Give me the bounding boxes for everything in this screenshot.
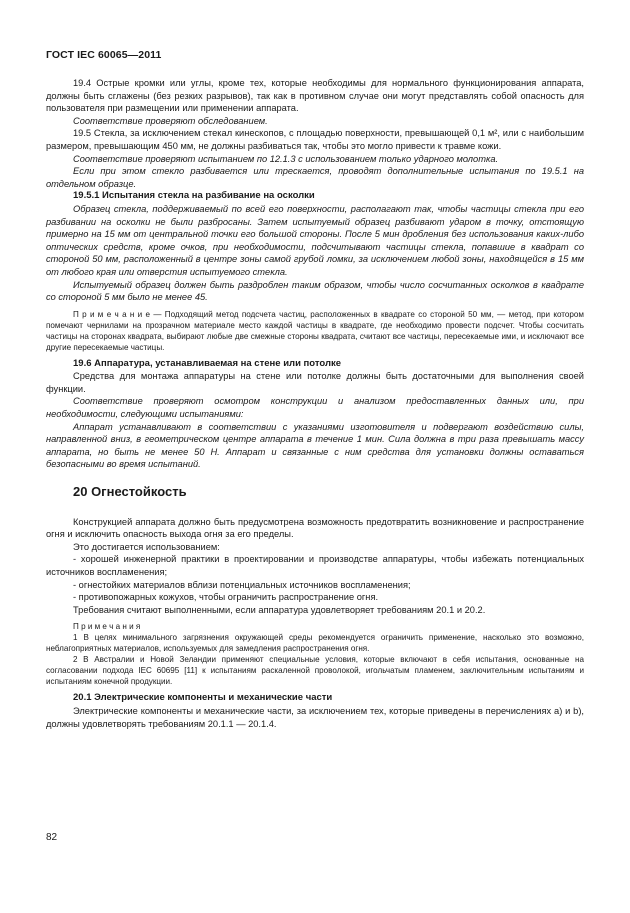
paragraph-20-f: Требования считают выполненными, если аппаратура удовлетворяет требованиям 20.1 и 20.2. xyxy=(73,604,486,615)
paragraph-19-5-1-b: Испытуемый образец должен быть раздроблен таким образом, чтобы число сосчитанных осколков в квадрате со стороной 5 мм было не менее 45. xyxy=(46,279,584,303)
paragraph-19-6-check: Соответствие проверяют осмотром конструкции и анализом предоставленных данных или, при необходимости, следующими испытаниями: xyxy=(46,396,584,420)
paragraph-19-4-check: Соответствие проверяют обследованием. xyxy=(73,115,268,126)
document-body xyxy=(46,77,584,730)
paragraph-20-d: - огнестойких материалов вблизи потенциальных источников воспламенения; xyxy=(73,579,411,590)
paragraph-20-1: Электрические компоненты и механические части, за исключением тех, которые приведены в перечислениях а) и b), должны удовлетворять требованиям 20.1.1 — 20.1.4. xyxy=(46,705,584,729)
heading-19-5-1: 19.5.1 Испытания стекла на разбивание на осколки xyxy=(73,190,315,202)
paragraph-19-5: 19.5 Стекла, за исключением стекал кинескопов, с площадью поверхности, превышающей 0,1 м², или с наибольшим размером, превышающим 450 мм, не должны разбиваться так, чтобы это могло привести к травме кожи. xyxy=(46,128,584,151)
paragraph-19-5-1-a: Образец стекла, поддерживаемый по всей его поверхности, располагают так, чтобы частицы стекла при его разбивании на осколки не были разбросаны. Затем испытуемый образец разбивают ударом в точку, отстоящую примерно на 15 мм от центральной точки его большой стороны. После 5 мин дробления без использования каких-либо оптических средств, кроме очков, при необходимости, подсчитывают частицы стекла, попавшие в квадрат со стороной 50 мм, расположенный в центре зоны самой грубой ломки, за исключением любой зоны, находящейся в 15 мм от любого края или отверстия испытуемого стекла. xyxy=(46,203,584,277)
paragraph-19-6-test: Аппарат устанавливают в соответствии с указаниями изготовителя и подвергают воздействию силы, направленной вниз, в геометрическом центре аппарата в течение 1 мин. Сила должна в три раза превышать массу аппарата, но быть не менее 50 Н. Аппарат и связанные с ним средства для установки должны оставаться безопасными во время испытаний. xyxy=(46,421,584,470)
paragraph-19-5-crack: Если при этом стекло разбивается или трескается, проводят дополнительные испытания по 19.5.1 на отдельном образце. xyxy=(46,166,584,189)
paragraph-19-6: Средства для монтажа аппаратуры на стене или потолке должны быть достаточными для выполнения своей функции. xyxy=(46,371,584,394)
paragraph-20-e: - противопожарных кожухов, чтобы ограничить распространение огня. xyxy=(73,592,379,603)
paragraph-20-b: Это достигается использованием: xyxy=(73,541,220,552)
note-20-1: 1 В целях минимального загрязнения окружающей среды рекомендуется ограничить применение, насколько это возможно, неблагоприятных материалов, используемых для замедления распространения огня. xyxy=(46,633,584,654)
paragraph-19-4: 19.4 Острые кромки или углы, кроме тех, которые необходимы для нормального функционирования аппарата, должны быть сглажены (без резких разрывов), так как в противном случае они могут представлять собой опасность для пользователя при размещении или применении аппарата. xyxy=(46,78,584,114)
heading-20-1: 20.1 Электрические компоненты и механические части xyxy=(73,692,333,704)
note-19 xyxy=(46,309,584,353)
paragraph-20-c: - хорошей инженерной практики в проектировании и производстве аппаратуры, чтобы избежать потенциальных источников воспламенения; xyxy=(46,554,584,577)
paragraph-19-5-check: Соответствие проверяют испытанием по 12.1.3 с использованием только ударного молотка. xyxy=(73,153,499,164)
notes-20-label: П р и м е ч а н и я xyxy=(73,622,141,632)
document-header: ГОСТ IEC 60065—2011 xyxy=(46,49,162,61)
note-19-text: — Подходящий метод подсчета частиц, расположенных в квадрате со стороной 50 мм, — метод, при котором помечают чернилами на прозрачном материале место каждой частицы в квадрате, где необходимо провести подсчет. Чтобы сосчитать частицы на сторонах квадрата, выбирают любые две смежные стороны квадрата, считают все частицы, пересекаемые ими, и исключают все другие пересекаемые частицы. xyxy=(46,309,584,352)
heading-19-6: 19.6 Аппаратура, устанавливаемая на стене или потолке xyxy=(73,357,342,369)
note-20-2: 2 В Австралии и Новой Зеландии применяют специальные условия, которые включают в себя испытания, основанные на согласовании подхода IEC 60695 [11] к испытаниям раскаленной проволокой, игольчатым пламенем, заключительным испытаниям и испытаниям конечной продукции. xyxy=(46,655,584,687)
paragraph-20-a: Конструкцией аппарата должно быть предусмотрена возможность предотвратить возникновение и распространение огня и исключить опасность выхода огня за его пределы. xyxy=(46,516,584,540)
note-19-label: П р и м е ч а н и е xyxy=(73,309,151,319)
heading-20: 20 Огнестойкость xyxy=(73,484,187,500)
page-number: 82 xyxy=(46,832,58,843)
